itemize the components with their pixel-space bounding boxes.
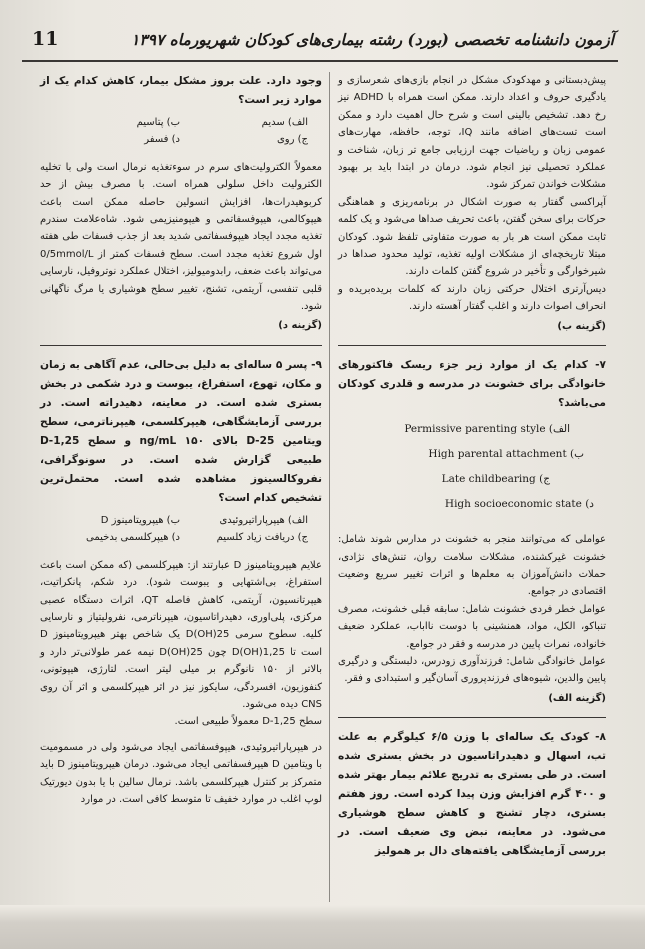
dysarthria-paragraph: دیس‌آرتری اختلال حرکتی زبان دارند که کلمات بریده‌بریده و انحراف اصوات دارند و اغلب گفتار آهسته دارند. bbox=[338, 283, 606, 313]
answer-6: (گزینه ب) bbox=[557, 320, 606, 332]
explanation-7-paragraph-1: عواملی که می‌توانند منجر به خشونت در مدارس شوند شامل: خشونت غیرکشنده، مشکلات سلامت روان، تنش‌های نژادی، حملات دانش‌آموزان به معلم‌ها و اثرات تغییر سریع وضعیت اقتصادی در جوامع. bbox=[338, 534, 606, 598]
explanation-7-paragraph-2: عوامل خطر فردی خشونت شامل: سابقه قبلی خشونت، مصرف تنباکو، الکل، مواد، همنشینی با دوست نااباب، عملکرد ضعیف خانواده، نمرات پایین در مدرسه و فقر در جوامع. bbox=[338, 603, 606, 650]
explanation-9-paragraph-3: در هیپرپاراتیروئیدی، هیپوفسفاتمی ایجاد می‌شود ولی در مسمومیت با ویتامین D هیپرفسفاتمی ایجاد می‌شود. درمان هیپرویتامینوز D باید متمرکز بر کنترل هیپرکلسمی باشد. نرمال سالین با یا بدون دیورتیک لوپ اغلب در موارد خفیف تا متوسط کافی است. در موارد bbox=[40, 741, 322, 805]
question-7-option-a: الف) Permissive parenting style bbox=[404, 423, 570, 436]
question-7-option-b: ب) High parental attachment bbox=[428, 448, 584, 461]
question-9-option-a: الف) هیپرپاراتیروئیدی bbox=[219, 514, 308, 526]
question-9 bbox=[40, 345, 322, 547]
explanation-9-paragraph-1: علایم هیپرویتامینوز D عبارتند از: هیپرکلسمی (که ممکن است باعث استفراغ، بی‌اشتهایی و یبوست شود). درد شکم، پانکراتیت، هیپرتانسیون، آریتمی، کاهش فاصله QT، اثرات دستگاه عصبی مرکزی، پلی‌اوری، دهیدراتاسیون، هیپرناترمی، نفرولیتیاز و نارسایی کلیه. سطوح سرمی 25(OH)D یک شاخص بهتر هیپرویتامینوز D است تا 1,25(OH)D چون 25(OH)D نیمه عمر طولانی‌تر دارد و بالاتر از ۱۵۰ نانوگرم بر میلی لیتر است. لتارژی، هیپوتونی، کنفوزیون، افسردگی، سایکوز نیز در اثر هیپرکلسمی و اثر آن روی CNS دیده می‌شود. bbox=[40, 559, 323, 710]
question-8-option-a: الف) سدیم bbox=[261, 117, 308, 128]
question-8-option-c: ج) روی bbox=[276, 134, 308, 146]
header-title: آزمون دانشنامه تخصصی (بورد) رشته بیماری‌های کودکان شهریورماه ۱۳۹۷ bbox=[130, 30, 614, 49]
book-binding-shadow bbox=[0, 905, 645, 949]
question-8-stem: ۸- کودک یک ساله‌ای با وزن ۶/۵ کیلوگرم به علت تب، اسهال و دهیدراتاسیون در بخش بستری شده است. در طی بستری به تدریج علائم بیمار بهتر شده و ۴۰۰ گرم افزایش وزن پیدا کرده است. روز هفتم بستری، دچار تشنج و کاهش سطح هوشیاری می‌شود. در معاینه، نبض وی ضعیف است. در بررسی آزمایشگاهی یافته‌های دال بر هموليز bbox=[338, 731, 607, 858]
left-column bbox=[40, 72, 322, 808]
page-number: 11 bbox=[32, 28, 59, 50]
question-8-option-d: د) فسفر bbox=[144, 134, 180, 146]
question-9-options bbox=[60, 512, 308, 547]
question-8-continued: وجود دارد. علت بروز مشکل بیمار، کاهش کدام یک از موارد زیر است؟ bbox=[40, 75, 322, 106]
question-9-option-d: د) هیپرکلسمی بدخیمی bbox=[86, 532, 180, 544]
question-9-option-b: ب) هیپرویتامینوز D bbox=[100, 514, 180, 526]
question-7-option-d: د) High socioeconomic state bbox=[444, 498, 594, 511]
question-7-options bbox=[338, 417, 600, 517]
intro-paragraph: پیش‌دبستانی و مهدکودک مشکل در انجام بازی‌های شعرسازی و یادگیری حروف و اعداد دارند. ممکن است همراه با ADHD نیز رخ دهد. تشخیص بالینی است و شرح حال اهمیت دارد و ممکن است تست‌های اضافه مانند IQ، توجه، حافظه، مهارت‌های عمومی زبان و ریاضیات جهت ارزیابی جامع تر زبان، شناخت و عملکرد تحصیلی نیز انجام شود. درمان در ابتدا باید بر بهبود مشکلات خواندن تمرکز شود. bbox=[338, 75, 607, 191]
answer-8: (گزینه د) bbox=[278, 320, 322, 332]
question-8-option-b: ب) پتاسیم bbox=[136, 117, 180, 128]
question-7-stem: ۷- کدام یک از موارد زیر جزء ریسک فاکتورهای خانوادگی برای خشونت در مدرسه و قلدری کودکان می‌باشد؟ bbox=[338, 359, 606, 410]
question-9-stem: ۹- پسر ۵ ساله‌ای به دلیل بی‌حالی، عدم آگاهی به زمان و مکان، تهوع، استفراغ، یبوست و درد شکمی در بخش بستری شده است. در معاینه، دهیدراته است. در بررسی آزمایشگاهی، هیپرکلسمی، هیپرناترمی، سطح ویتامین 25-D بالای ۱۵۰ ng/mL و سطح 1,25-D طبیعی گزارش شده است. در سونوگرافی، نفروکالسینوز مشاهده شده است. محتمل‌ترین تشخیص کدام است؟ bbox=[40, 358, 322, 504]
column-divider bbox=[329, 72, 330, 902]
right-column bbox=[338, 72, 606, 861]
explanation-9-paragraph-2: سطح 1,25-D معمولاً طبیعی است. bbox=[174, 716, 322, 728]
apraxia-paragraph: آپراکسی گفتار به صورت اشکال در برنامه‌ریزی و هماهنگی حرکات برای سخن گفتن، باعث تحریف صداها می‌شود و یک کلمه ثابت ممکن است هر بار به صورت متفاوتی تلفظ شود. کودکان مبتلا تاریخچه‌ای از مشکلات اولیه تغذیه، تولید محدود صداها در شیرخوارگی و تأخیر در شروع گفتن کلمات دارند. bbox=[338, 196, 606, 278]
question-7 bbox=[338, 345, 606, 517]
explanation-8-paragraph: معمولاً الکترولیت‌های سرم در سوءتغذیه نرمال است ولی با تخلیه الکترولیت داخل سلولی همراه است. با مصرف بیش از حد کربوهیدرات‌ها، افزایش انسولین حاصله ممکن است باعث هیپوکالمی، هیپوفسفاتمی و هیپومنیزیمی شود. شاه‌علامت سندرم تغذیه مجدد ایجاد هیپوفسفاتمی شدید بعد از جذب فسفات طی هفته اول شروع تغذیه مجدد است. سطح فسفات کمتر از 0/5mmol/L می‌تواند باعث ضعف، رابدومیولیز، اختلال عملکرد نوتروفیل، نارسایی قلبی تنفسی، آریتمی، تشنج، تغییر سطح هوشیاری یا مرگ ناگهانی شود. bbox=[40, 161, 322, 313]
question-8-options bbox=[60, 114, 308, 149]
question-7-option-c: ج) Late childbearing bbox=[441, 473, 550, 486]
question-8 bbox=[338, 717, 606, 861]
answer-7: (گزینه الف) bbox=[548, 692, 606, 704]
page-header bbox=[22, 26, 618, 62]
question-9-option-c: ج) دریافت زیاد کلسیم bbox=[216, 532, 308, 544]
explanation-7-paragraph-3: عوامل خانوادگی شامل: فرزندآوری زودرس، دلبستگی و درگیری پایین والدین، شیوه‌های فرزندپروری آسان‌گیر و استبدادی و فقر. bbox=[338, 655, 606, 685]
